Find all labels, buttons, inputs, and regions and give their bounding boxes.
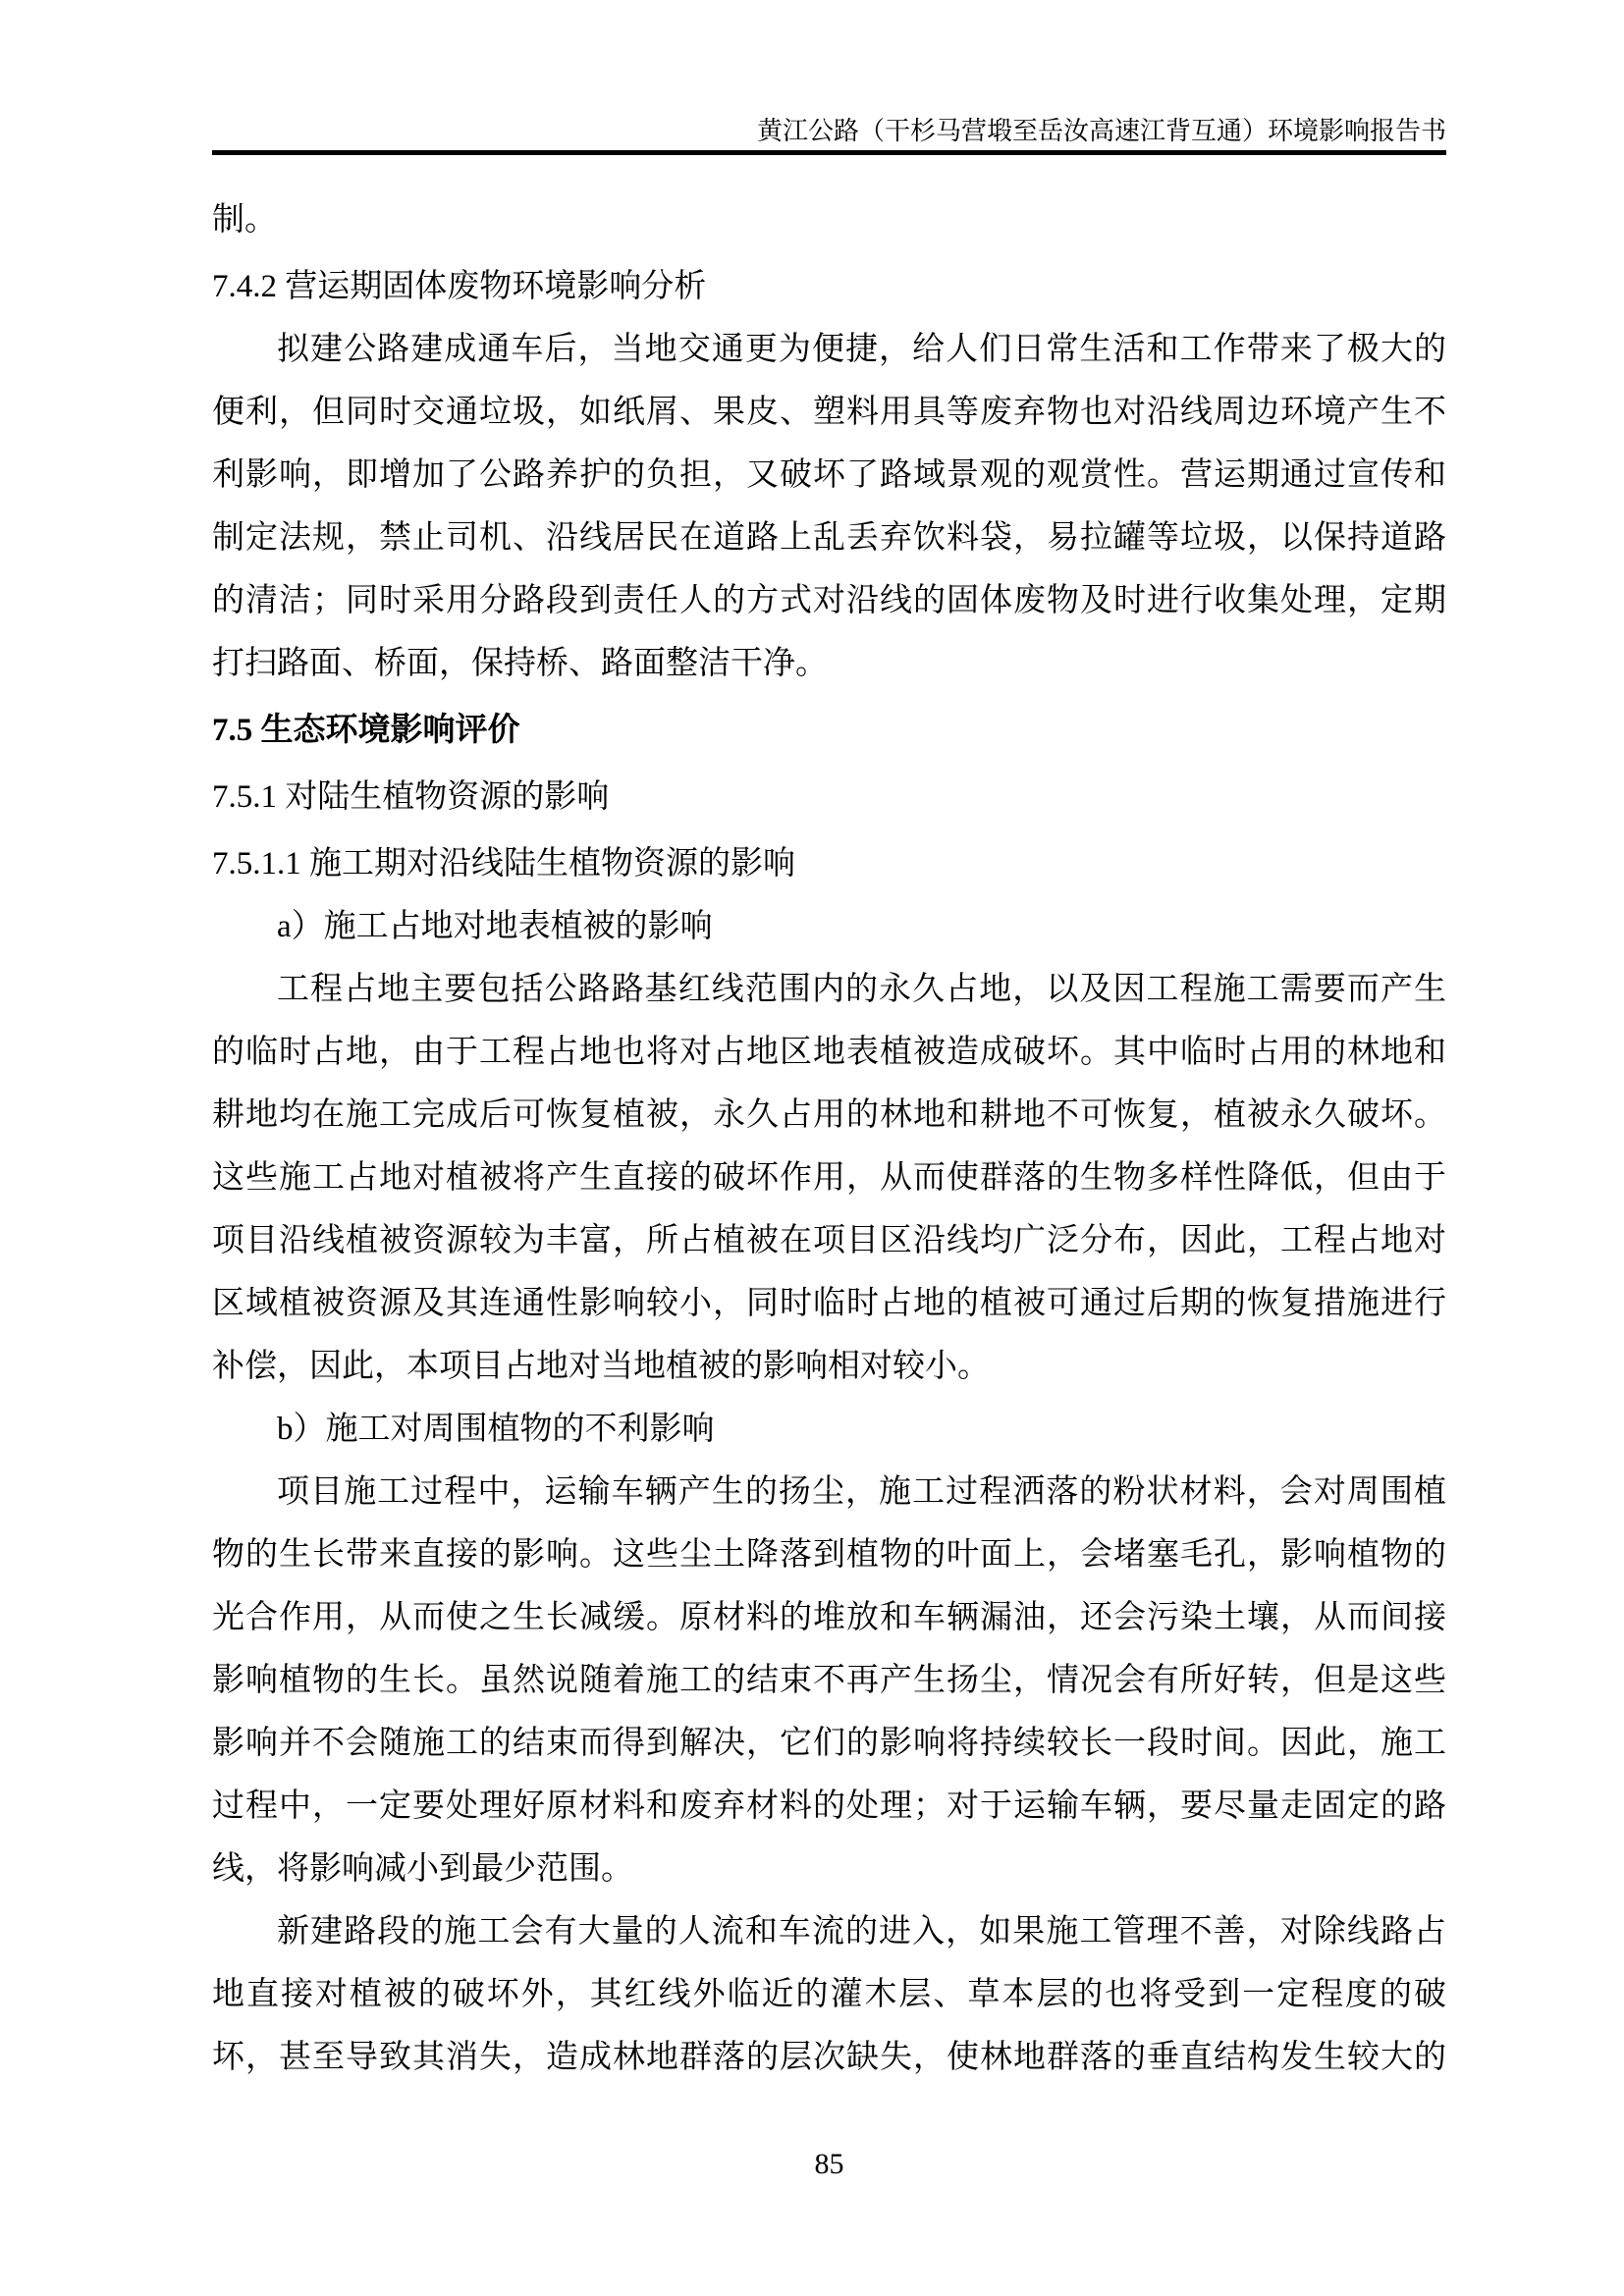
body-line: 坏，甚至导致其消失，造成林地群落的层次缺失，使林地群落的垂直结构发生较大的 bbox=[212, 2040, 1446, 2075]
body-line: 制。 bbox=[212, 202, 277, 238]
document-body bbox=[212, 188, 1446, 2089]
body-line: 打扫路面、桥面，保持桥、路面整洁干净。 bbox=[212, 646, 828, 681]
report-header-title: 黄江公路（干杉马营塅至岳汝高速江背互通）环境影响报告书 bbox=[212, 0, 1446, 155]
body-line: 制定法规，禁止司机、沿线居民在道路上乱丢弃饮料袋，易拉罐等垃圾，以保持道路 bbox=[212, 520, 1446, 556]
body-line: 项目沿线植被资源较为丰富，所占植被在项目区沿线均广泛分布，因此，工程占地对 bbox=[212, 1223, 1446, 1258]
body-line: 便利，但同时交通垃圾，如纸屑、果皮、塑料用具等废弃物也对沿线周边环境产生不 bbox=[212, 395, 1446, 430]
body-line: 过程中，一定要处理好原材料和废弃材料的处理；对于运输车辆，要尽量走固定的路 bbox=[212, 1789, 1446, 1824]
body-line: 的清洁；同时采用分路段到责任人的方式对沿线的固体废物及时进行收集处理，定期 bbox=[212, 583, 1446, 618]
body-line: 拟建公路建成通车后，当地交通更为便捷，给人们日常生活和工作带来了极大的 bbox=[277, 332, 1446, 367]
body-line: 耕地均在施工完成后可恢复植被，永久占用的林地和耕地不可恢复，植被永久破坏。 bbox=[212, 1097, 1446, 1133]
heading-7-5: 7.5 生态环境影响评价 bbox=[212, 713, 520, 748]
body-line: 线，将影响减小到最少范围。 bbox=[212, 1851, 633, 1887]
body-line: 影响植物的生长。虽然说随着施工的结束不再产生扬尘，情况会有所好转，但是这些 bbox=[212, 1663, 1446, 1698]
page-content bbox=[212, 0, 1446, 2089]
heading-7-5-1-1: 7.5.1.1 施工期对沿线陆生植物资源的影响 bbox=[212, 846, 795, 881]
body-line: 区域植被资源及其连通性影响较小，同时临时占地的植被可通过后期的恢复措施进行 bbox=[212, 1286, 1446, 1321]
body-line: 补偿，因此，本项目占地对当地植被的影响相对较小。 bbox=[212, 1349, 990, 1384]
body-line: 影响并不会随施工的结束而得到解决，它们的影响将持续较长一段时间。因此，施工 bbox=[212, 1726, 1446, 1761]
body-line: 的临时占地，由于工程占地也将对占地区地表植被造成破坏。其中临时占用的林地和 bbox=[212, 1035, 1446, 1070]
body-line: 项目施工过程中，运输车辆产生的扬尘，施工过程洒落的粉状材料，会对周围植 bbox=[277, 1474, 1446, 1510]
heading-7-5-1: 7.5.1 对陆生植物资源的影响 bbox=[212, 779, 610, 815]
body-line: 工程占地主要包括公路路基红线范围内的永久占地，以及因工程施工需要而产生 bbox=[277, 972, 1446, 1007]
subheading-b: b）施工对周围植物的不利影响 bbox=[277, 1412, 715, 1447]
body-line: 新建路段的施工会有大量的人流和车流的进入，如果施工管理不善，对除线路占 bbox=[277, 1914, 1446, 1949]
page-number: 85 bbox=[814, 2148, 844, 2180]
body-line: 这些施工占地对植被将产生直接的破坏作用，从而使群落的生物多样性降低，但由于 bbox=[212, 1160, 1446, 1196]
body-line: 光合作用，从而使之生长减缓。原材料的堆放和车辆漏油，还会污染土壤，从而间接 bbox=[212, 1600, 1446, 1635]
body-line: 物的生长带来直接的影响。这些尘土降落到植物的叶面上，会堵塞毛孔，影响植物的 bbox=[212, 1537, 1446, 1573]
body-line: 地直接对植被的破坏外，其红线外临近的灌木层、草本层的也将受到一定程度的破 bbox=[212, 1977, 1446, 2012]
heading-7-4-2: 7.4.2 营运期固体废物环境影响分析 bbox=[212, 269, 707, 304]
subheading-a: a）施工占地对地表植被的影响 bbox=[277, 909, 713, 944]
body-line: 利影响，即增加了公路养护的负担，又破坏了路域景观的观赏性。营运期通过宣传和 bbox=[212, 457, 1446, 493]
